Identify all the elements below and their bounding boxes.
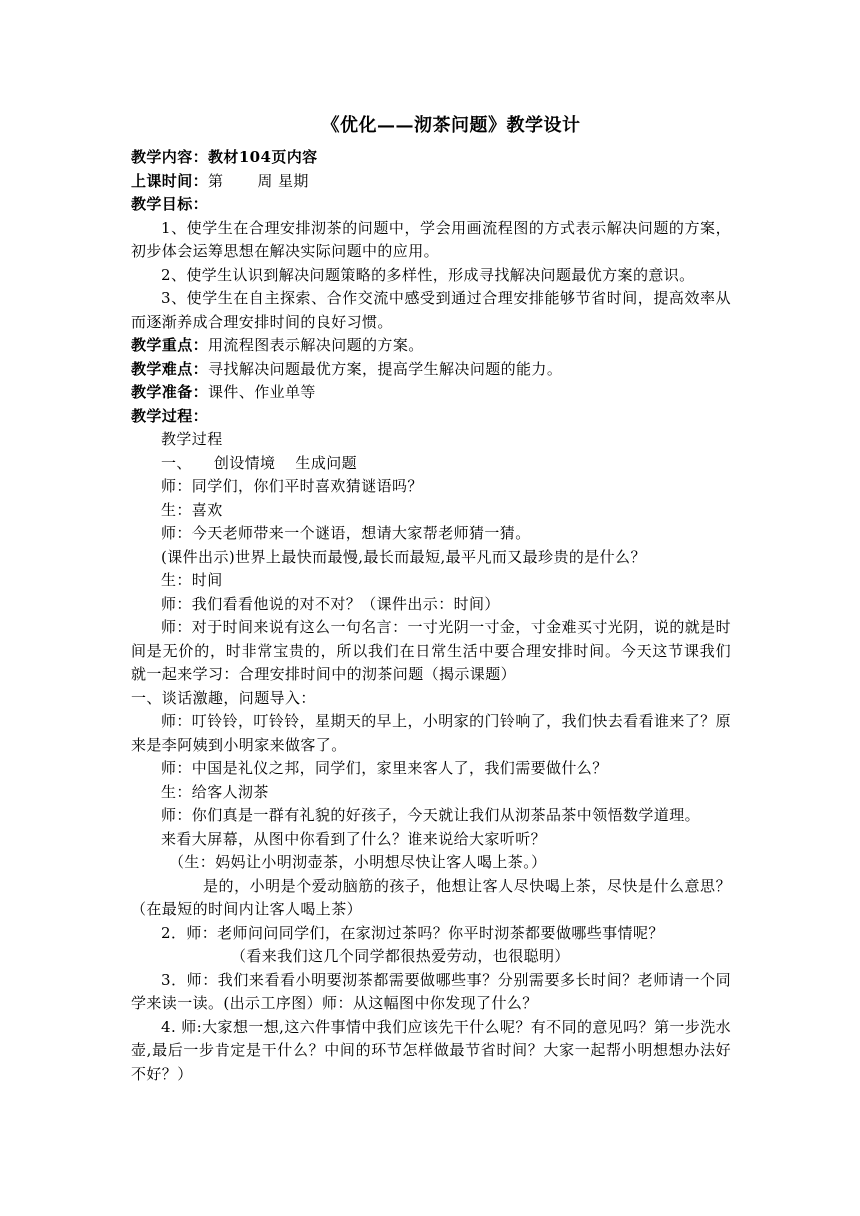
dialogue-line-6: 师：我们看看他说的对不对？（课件出示：时间） bbox=[161, 594, 500, 613]
time-quote-paragraph: 师：对于时间来说有这么一句名言：一寸光阴一寸金，寸金难买寸光阴，说的就是时间是无价的，时非常宝贵的，所以我们在日常生活中要合理安排时间。今天这节课我们就一起来学习：合理安排时间中的沏茶问题（揭示课题） bbox=[131, 618, 731, 683]
dialogue-line-1: 师：同学们，你们平时喜欢猜谜语吗？ bbox=[161, 477, 423, 495]
document-page bbox=[131, 112, 731, 1086]
six-steps-paragraph: 4. 师:大家想一想,这六件事情中我们应该先干什么呢？有不同的意见吗？第一步洗水壶,最后一步肯定是干什么？中间的环节怎样做最节省时间？大家一起帮小明想想办法好不好？） bbox=[131, 1017, 731, 1083]
document-title: 《优化——沏茶问题》教学设计 bbox=[321, 115, 581, 136]
teaching-content-value: 教材104页内容 bbox=[208, 148, 318, 166]
goal-item-2: 2、使学生认识到解决问题策略的多样性，形成寻找解决问题最优方案的意识。 bbox=[161, 265, 695, 284]
section-1-part-b: 生成问题 bbox=[295, 453, 358, 472]
section-1-part-a: 创设情境 bbox=[213, 453, 276, 472]
dialogue-line-3: 师：今天老师带来一个谜语，想请大家帮老师猜一猜。 bbox=[161, 524, 531, 542]
teaching-content-line bbox=[131, 146, 731, 170]
polite-children-paragraph: 师：你们真是一群有礼貌的好孩子，今天就让我们从沏茶品茶中领悟数学道理。 bbox=[161, 806, 701, 824]
teaching-goals-label: 教学目标： bbox=[131, 195, 209, 213]
teaching-content-label: 教学内容： bbox=[131, 148, 209, 166]
section-1-number: 一、 bbox=[161, 453, 192, 472]
dialogue-line-8: 生：给客人沏茶 bbox=[161, 782, 269, 801]
class-time-label: 上课时间： bbox=[131, 171, 209, 190]
difficulty-line bbox=[131, 358, 731, 382]
dialogue-line-2: 生：喜欢 bbox=[161, 500, 223, 519]
class-time-week-prefix: 第 bbox=[208, 171, 224, 190]
dialogue-line-7: 师：中国是礼仪之邦，同学们，家里来客人了，我们需要做什么？ bbox=[161, 759, 608, 777]
class-time-week-suffix: 周 bbox=[257, 171, 273, 190]
section-1-heading bbox=[131, 452, 731, 476]
key-point-line bbox=[131, 334, 731, 358]
class-time-weekday: 星期 bbox=[278, 171, 309, 190]
goal-item-1: 1、使学生在合理安排沏茶的问题中，学会用画流程图的方式表示解决问题的方案，初步体会运筹思想在解决实际问题中的应用。 bbox=[131, 218, 731, 260]
dialogue-line-9: 来看大屏幕，从图中你看到了什么？谁来说给大家听听？ bbox=[161, 829, 547, 848]
dialogue-line-11: 2．师：老师问问同学们，在家沏过茶吗？你平时沏茶都要做哪些事情呢？ bbox=[161, 923, 664, 942]
section-2-heading: 一、谈话激趣，问题导入： bbox=[131, 688, 316, 707]
quickly-meaning-paragraph: 是的，小明是个爱动脑筋的孩子，他想让客人尽快喝上茶，尽快是什么意思？（在最短的时间内让客人喝上茶） bbox=[131, 876, 731, 918]
preparation-label: 教学准备： bbox=[131, 383, 209, 401]
dialogue-line-10: （生：妈妈让小明沏壶茶，小明想尽快让客人喝上茶。） bbox=[169, 853, 547, 871]
dialogue-line-5: 生：时间 bbox=[161, 571, 223, 589]
dialogue-line-12: （看来我们这几个同学都很热爱劳动，也很聪明） bbox=[231, 947, 570, 965]
difficulty-value: 寻找解决问题最优方案，提高学生解决问题的能力。 bbox=[208, 359, 563, 378]
key-point-label: 教学重点： bbox=[131, 336, 209, 354]
preparation-value: 课件、作业单等 bbox=[208, 383, 316, 401]
dialogue-line-4: (课件出示)世界上最快而最慢,最长而最短,最平凡而又最珍贵的是什么？ bbox=[161, 547, 646, 566]
process-heading: 教学过程 bbox=[161, 430, 223, 448]
process-chart-paragraph: 3．师：我们来看看小明要沏茶都需要做哪些事？分别需要多长时间？老师请一个同学来读一读。(出示工序图）师：从这幅图中你发现了什么？ bbox=[131, 970, 731, 1012]
key-point-value: 用流程图表示解决问题的方案。 bbox=[208, 336, 424, 354]
teaching-process-label: 教学过程： bbox=[131, 406, 209, 425]
doorbell-paragraph: 师：叮铃铃，叮铃铃，星期天的早上，小明家的门铃响了，我们快去看看谁来了？原来是李阿姨到小明家来做客了。 bbox=[131, 712, 731, 754]
preparation-line bbox=[131, 381, 731, 405]
class-time-line bbox=[131, 170, 731, 194]
goal-item-3: 3、使学生在自主探索、合作交流中感受到通过合理安排能够节省时间，提高效率从而逐渐养成合理安排时间的良好习惯。 bbox=[131, 289, 731, 331]
difficulty-label: 教学难点： bbox=[131, 359, 209, 378]
